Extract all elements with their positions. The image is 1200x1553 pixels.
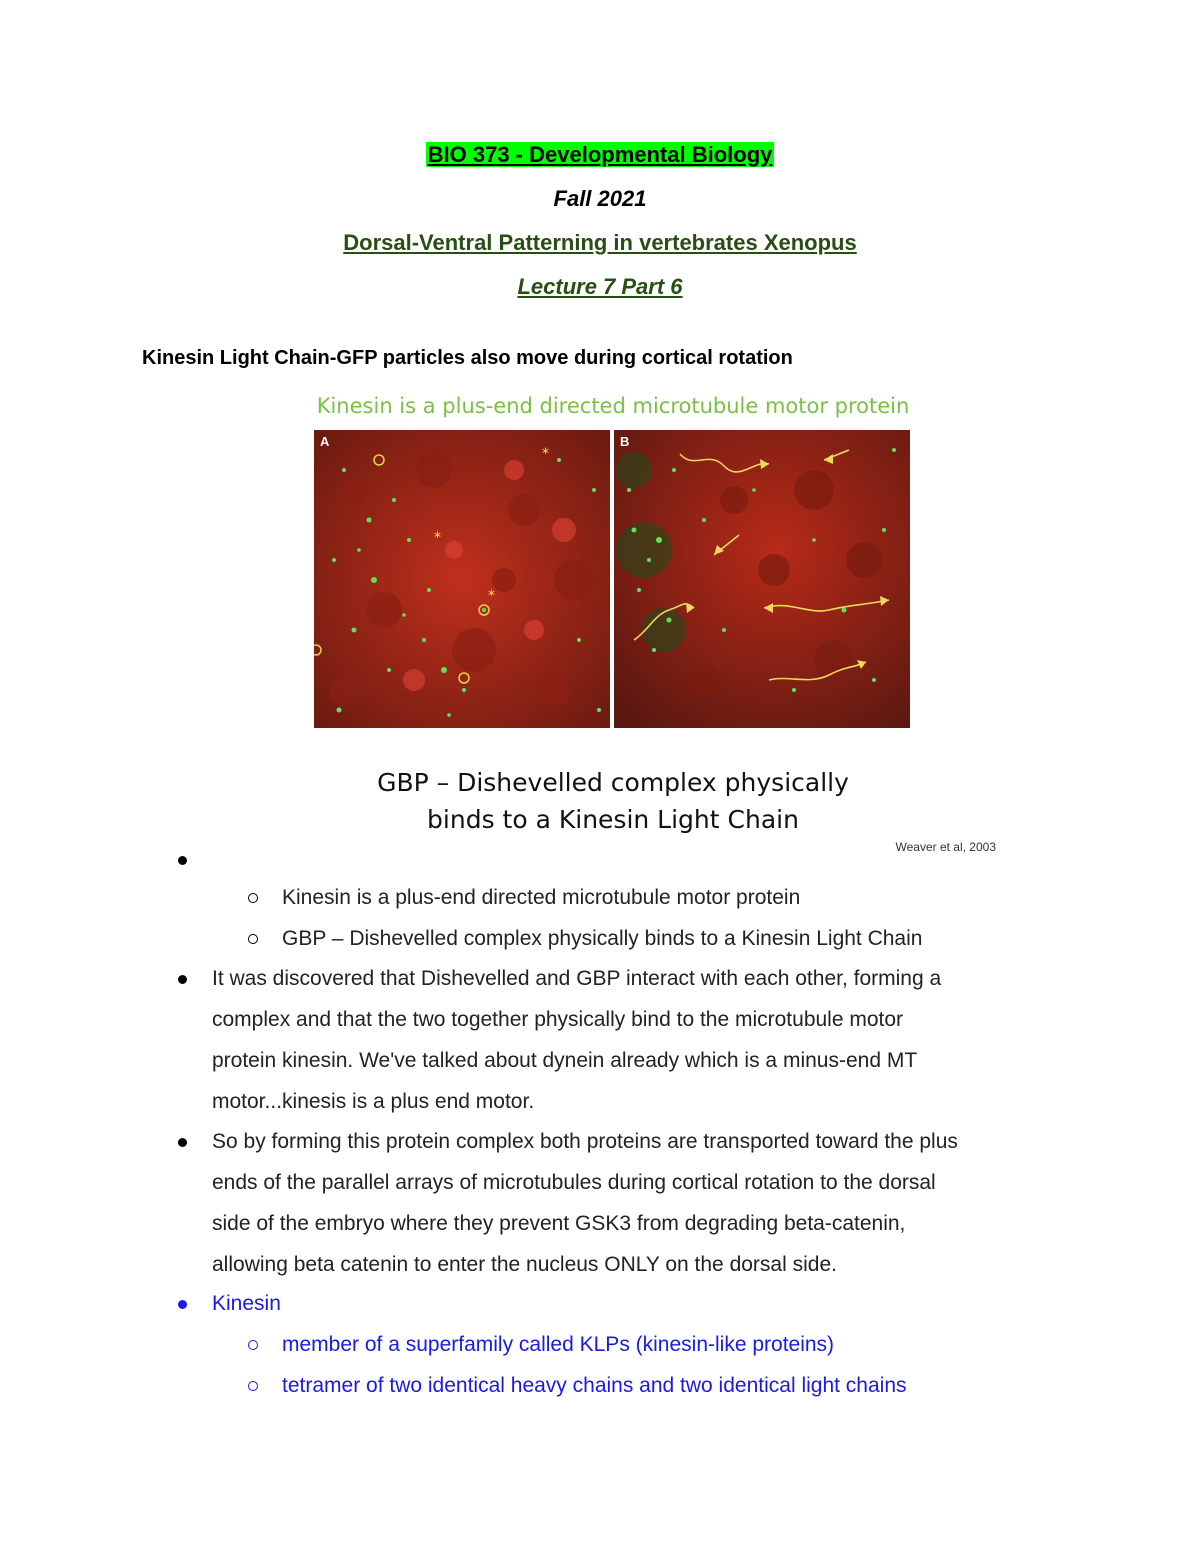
micrograph-b-image <box>614 430 910 728</box>
figure-citation: Weaver et al, 2003 <box>895 840 996 854</box>
paragraph-1-line-3: protein kinesin. We've talked about dynein already which is a minus-end MT <box>212 1049 918 1072</box>
micrograph-panel-a <box>314 430 610 728</box>
micrograph-panel-b <box>614 430 910 728</box>
sub-bullet-gbp-complex: GBP – Dishevelled complex physically binds to a Kinesin Light Chain <box>282 927 923 950</box>
micrograph-a-image <box>314 430 610 728</box>
sub-bullet-point <box>248 1381 258 1391</box>
figure-caption-bottom-line2: binds to a Kinesin Light Chain <box>427 805 799 834</box>
svg-text:*: * <box>542 446 549 462</box>
paragraph-1-line-4: motor...kinesis is a plus end motor. <box>212 1090 535 1113</box>
figure-caption-bottom <box>312 764 914 838</box>
sub-bullet-kinesin-plus-end: Kinesin is a plus-end directed microtubule motor protein <box>282 886 801 909</box>
bullet-point <box>178 975 187 984</box>
paragraph-2-line-2: ends of the parallel arrays of microtubules during cortical rotation to the dorsal <box>212 1171 936 1194</box>
paragraph-2-line-1: So by forming this protein complex both proteins are transported toward the plus <box>212 1130 958 1153</box>
paragraph-1-line-1: It was discovered that Dishevelled and GBP interact with each other, forming a <box>212 967 942 990</box>
lecture-title: Lecture 7 Part 6 <box>517 274 683 299</box>
svg-text:*: * <box>488 588 495 604</box>
topic-title: Dorsal-Ventral Patterning in vertebrates Xenopus <box>343 230 857 255</box>
svg-text:*: * <box>434 530 441 546</box>
figure-caption-bottom-line1: GBP – Dishevelled complex physically <box>377 768 849 797</box>
sub-bullet-point <box>248 1340 258 1350</box>
semester: Fall 2021 <box>553 186 647 211</box>
figure-caption-top: Kinesin is a plus-end directed microtubule motor protein <box>316 394 910 418</box>
paragraph-2-line-3: side of the embryo where they prevent GSK3 from degrading beta-catenin, <box>212 1212 906 1235</box>
kinesin-sub-tetramer: tetramer of two identical heavy chains and two identical light chains <box>282 1374 907 1397</box>
section-heading: Kinesin Light Chain-GFP particles also move during cortical rotation <box>142 347 793 369</box>
paragraph-1-line-2: complex and that the two together physically bind to the microtubule motor <box>212 1008 904 1031</box>
kinesin-sub-superfamily: member of a superfamily called KLPs (kinesin-like proteins) <box>282 1333 835 1356</box>
course-title-text: BIO 373 - Developmental Biology <box>427 142 773 167</box>
kinesin-heading: Kinesin <box>212 1292 281 1315</box>
panel-a-label: A <box>320 434 330 449</box>
lecture-slide-figure <box>312 388 996 868</box>
course-title <box>0 142 1200 168</box>
bullet-point <box>178 1300 187 1309</box>
bullet-point <box>178 1138 187 1147</box>
sub-bullet-point <box>248 893 258 903</box>
bullet-point <box>178 856 187 865</box>
sub-bullet-point <box>248 934 258 944</box>
paragraph-2-line-4: allowing beta catenin to enter the nucleus ONLY on the dorsal side. <box>212 1253 837 1276</box>
panel-b-label: B <box>620 434 630 449</box>
